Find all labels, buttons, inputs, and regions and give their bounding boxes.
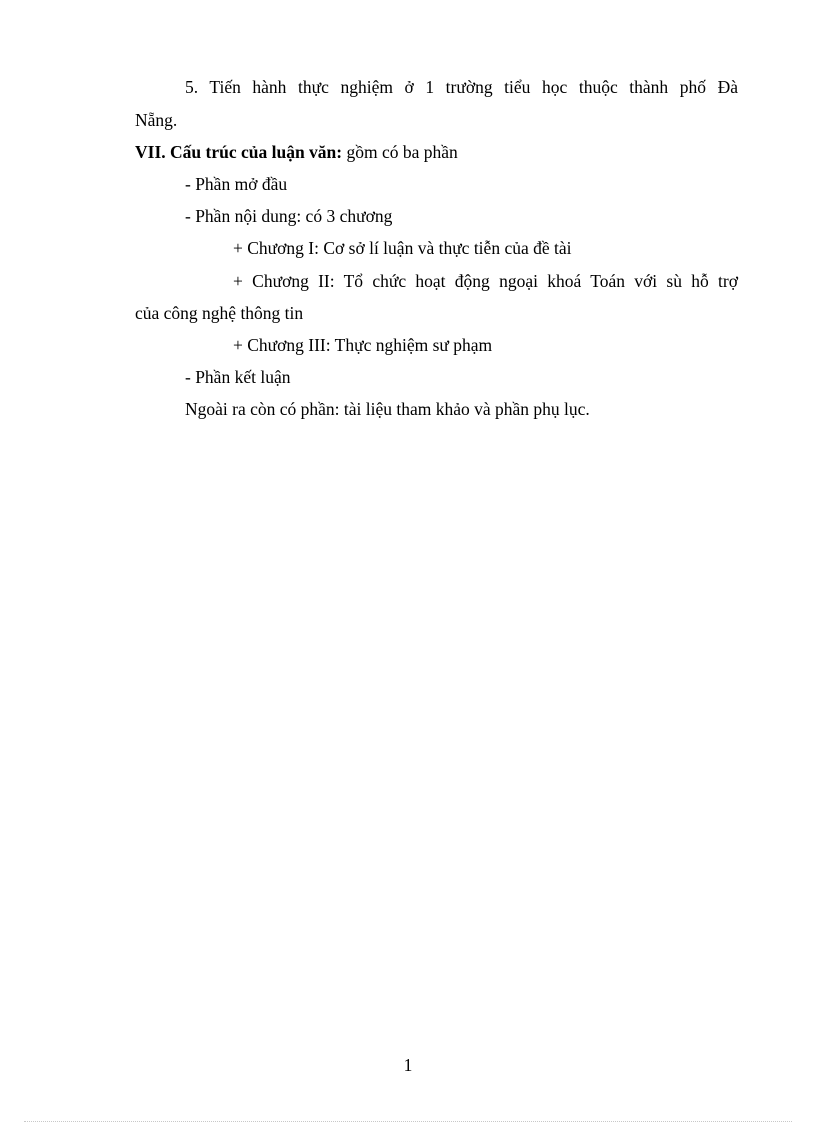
item5-line1: 5. Tiến hành thực nghiệm ở 1 trường tiểu học thuộc thành phố Đà (185, 77, 738, 97)
section7-heading-rest: gồm có ba phần (342, 142, 458, 162)
extra-parts: Ngoài ra còn có phần: tài liệu tham khảo và phần phụ lục. (185, 399, 590, 419)
section7-heading-line (135, 141, 458, 163)
chapter3: + Chương III: Thực nghiệm sư phạm (233, 335, 493, 355)
chapter1: + Chương I: Cơ sở lí luận và thực tiễn của đề tài (233, 238, 572, 258)
part-intro: - Phần mở đầu (185, 174, 288, 194)
part-conclusion: - Phần kết luận (185, 367, 291, 387)
part-content: - Phần nội dung: có 3 chương (185, 206, 393, 226)
chapter2-line1: + Chương II: Tổ chức hoạt động ngoại khoá Toán với sù hỗ trợ (233, 271, 738, 291)
item5-line2: Nẵng. (135, 110, 178, 130)
page-number: 1 (403, 1055, 413, 1075)
chapter2-line2: của công nghệ thông tin (135, 303, 304, 323)
section7-heading: VII. Cấu trúc của luận văn: (135, 142, 343, 162)
page-bottom-rule (24, 1121, 792, 1122)
